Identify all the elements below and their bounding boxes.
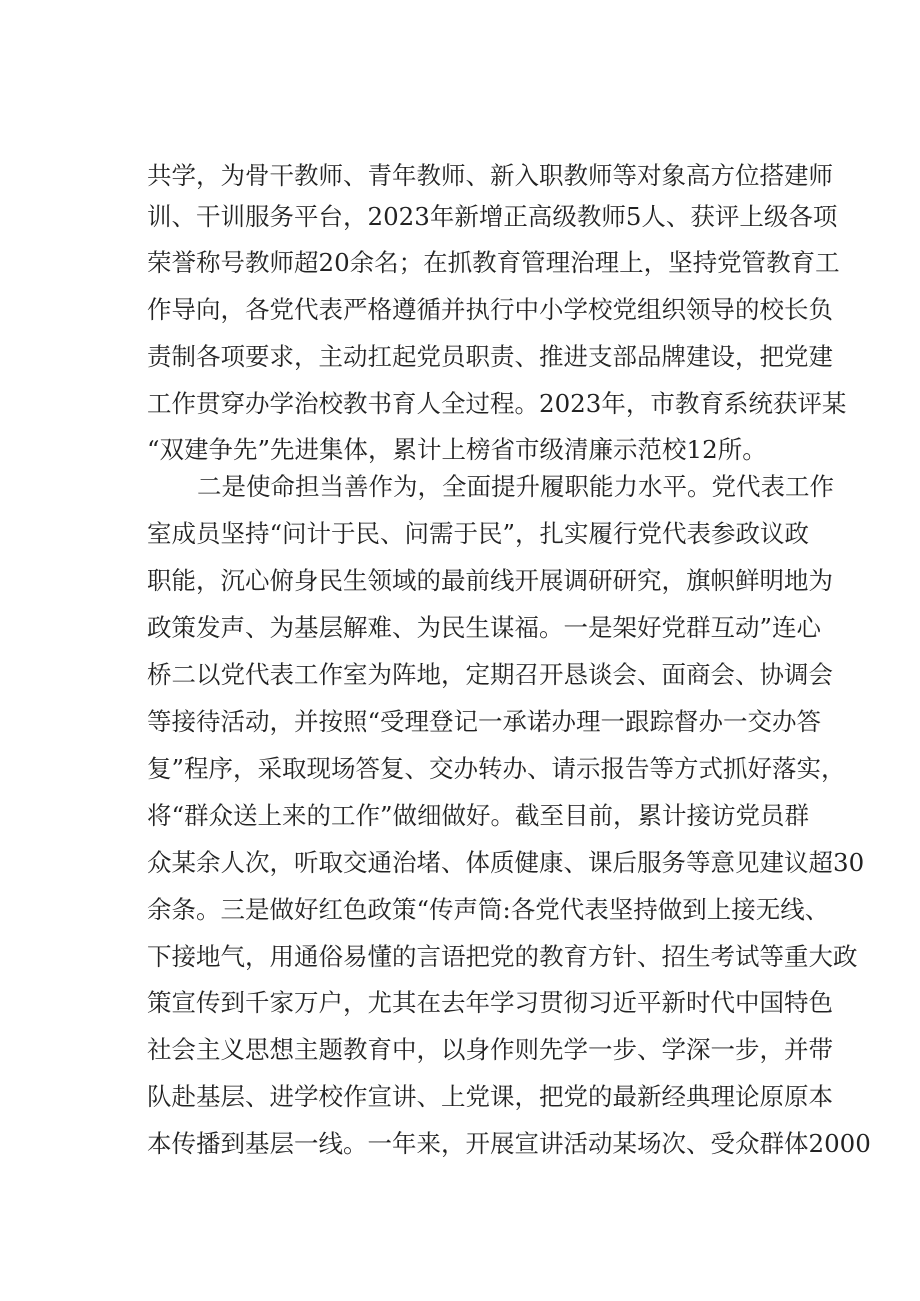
paragraph-2-line-12: 策宣传到千家万户，尤其在去年学习贯彻习近平新时代中国特色 — [147, 988, 833, 1017]
paragraph-2-line-7: 复”程序，采取现场答复、交办转办、请示报告等方式抓好落实， — [147, 754, 846, 783]
paragraph-1-line-4: 作导向，各党代表严格遵循并执行中小学校党组织领导的校长负 — [147, 295, 833, 324]
paragraph-2-line-14: 队赴基层、进学校作宣讲、上党课，把党的最新经典理论原原本 — [147, 1082, 833, 1111]
paragraph-1-line-2: 训、干训服务平台，2023年新增正高级教师5人、获评上级各项 — [147, 202, 838, 231]
paragraph-2-line-2: 室成员坚持“问计于民、问需于民”，扎实履行党代表参政议政 — [147, 519, 810, 548]
paragraph-2-line-9: 众某余人次，听取交通治堵、体质健康、课后服务等意见建议超30 — [147, 848, 865, 877]
paragraph-2-line-13: 社会主义思想主题教育中，以身作则先学一步、学深一步，并带 — [147, 1035, 833, 1064]
paragraph-2-line-5: 桥二以党代表工作室为阵地，定期召开恳谈会、面商会、协调会 — [147, 660, 833, 689]
paragraph-2-line-1: 二是使命担当善作为，全面提升履职能力水平。党代表工作 — [197, 472, 834, 501]
paragraph-2-line-3: 职能，沉心俯身民生领域的最前线开展调研研究，旗帜鲜明地为 — [147, 566, 833, 595]
paragraph-1-line-6: 工作贯穿办学治校教书育人全过程。2023年，市教育系统获评某 — [147, 389, 847, 418]
paragraph-2-line-4: 政策发声、为基层解难、为民生谋福。一是架好党群互动”连心 — [147, 613, 822, 642]
paragraph-2-line-8: 将“群众送上来的工作”做细做好。截至目前，累计接访党员群 — [147, 801, 810, 830]
paragraph-2-line-6: 等接待活动，并按照“受理登记一承诺办理一跟踪督办一交办答 — [147, 707, 822, 736]
paragraph-1-line-5: 责制各项要求，主动扛起党员职责、推进支部品牌建设，把党建 — [147, 342, 833, 371]
paragraph-1-line-7: “双建争先”先进集体，累计上榜省市级清廉示范校12所。 — [147, 435, 767, 464]
paragraph-1-line-3: 荣誉称号教师超20余名；在抓教育管理治理上，坚持党管教育工 — [147, 248, 840, 277]
paragraph-2-line-15: 本传播到基层一线。一年来，开展宣讲活动某场次、受众群体2000 — [147, 1129, 871, 1158]
paragraph-2-line-11: 下接地气，用通俗易懂的言语把党的教育方针、招生考试等重大政 — [147, 942, 858, 971]
paragraph-1-line-1: 共学，为骨干教师、青年教师、新入职教师等对象高方位搭建师 — [147, 161, 833, 190]
paragraph-2-line-10: 余条。三是做好红色政策“传声筒:各党代表坚持做到上接无线、 — [147, 895, 830, 924]
